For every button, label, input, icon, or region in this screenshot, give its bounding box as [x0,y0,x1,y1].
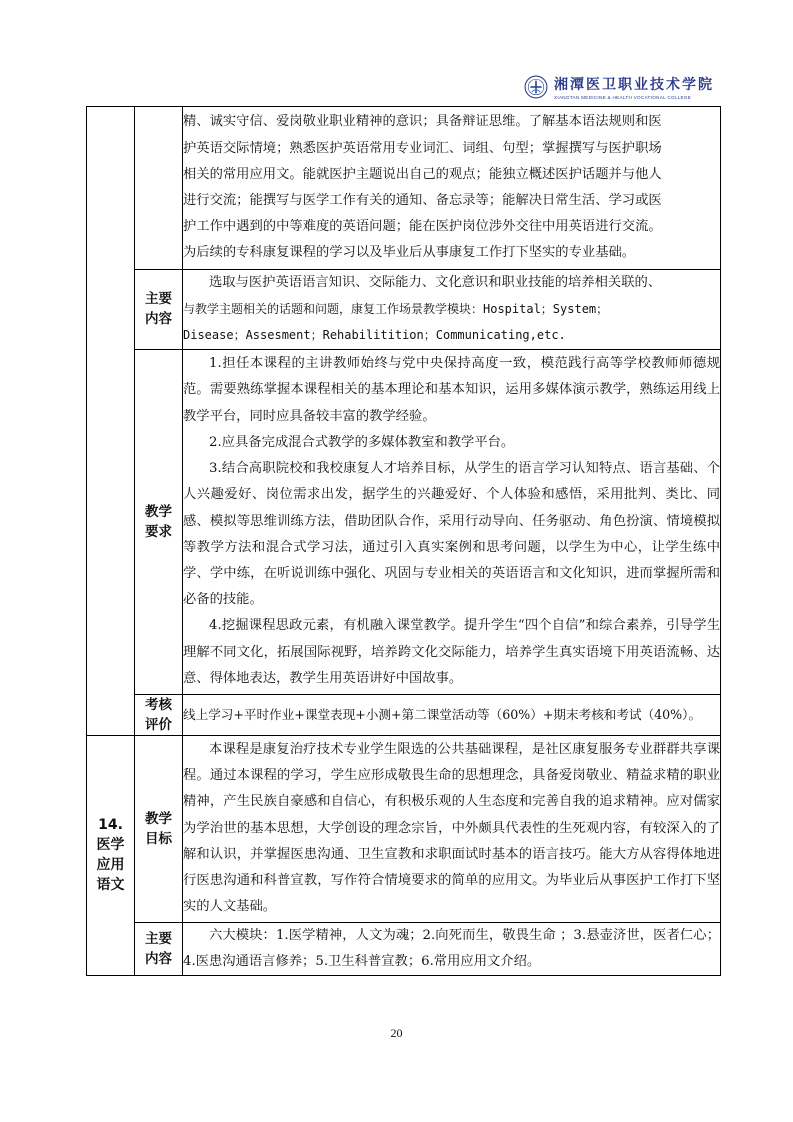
table-row [87,735,721,922]
table-row [87,694,721,735]
objective-label: 教学目标 [135,735,183,922]
logo-chinese-name: 湘潭医卫职业技术学院 [554,77,714,93]
english-objective-cell [183,107,721,270]
college-logo [524,68,714,106]
course-name-cell-continued [87,107,135,736]
text-line: 选取与医护英语语言知识、交际能力、文化意识和职业技能的培养相关联的、 [209,275,662,290]
college-emblem-icon [524,70,548,104]
paragraph: 4.挖掘课程思政元素，有机融入课堂教学。提升学生“四个自信”和综合素养，引导学生理解不同文化，拓展国际视野，培养跨文化交际能力，培养学生真实语境下用英语流畅、达意、得体地表达，教学生用英语讲好中国故事。 [183,618,720,686]
english-content-cell [183,270,721,350]
text-line: 与教学主题相关的话题和问题，康复工作场景教学模块：Hospital；System； [183,302,609,317]
english-evaluation-cell: 线上学习+平时作业+课堂表现+小测+第二课堂活动等（60%）+期末考核和考试（40%）。 [183,694,721,735]
table-row [87,107,721,270]
text-line: 护工作中遇到的中等难度的英语问题；能在医护岗位涉外交往中用英语进行交流。 [183,219,662,235]
evaluation-label: 考核评价 [135,694,183,735]
logo-english-name: XIANGTAN MEDICINE & HEALTH VOCATIONAL COLLEGE [554,95,692,100]
course-name-cell: 14.医学应用语文 [87,735,135,975]
chinese-content-cell [183,922,721,975]
paragraph: 3.结合高职院校和我校康复人才培养目标，从学生的语言学习认知特点、语言基础、个人兴趣爱好、岗位需求出发，据学生的兴趣爱好、个人体验和感悟，采用批判、类比、同感、模拟等思维训练方法，借助团队合作，采用行动导向、任务驱动、角色扮演、情境模拟等教学方法和混合式学习法，通过引入真实案例和思考问题，以学生为中心，让学生练中学、学中练，在听说训练中强化、巩固与专业相关的英语语言和文化知识，进而掌握所需和必备的技能。 [183,461,720,608]
text-line: 为后续的专科康复课程的学习以及毕业后从事康复工作打下坚实的专业基础。 [183,245,636,261]
paragraph: 2.应具备完成混合式教学的多媒体教室和教学平台。 [209,434,515,450]
course-table [86,106,721,976]
content-label: 主要内容 [135,270,183,350]
requirement-label: 教学要求 [135,349,183,694]
table-row [87,349,721,694]
page-number: 20 [390,1026,403,1040]
table-row [87,922,721,975]
text-line: 进行交流；能撰写与医学工作有关的通知、备忘录等；能解决日常生活、学习或医 [183,193,662,208]
paragraph: 六大模块：1.医学精神，人文为魂；2.向死而生，敬畏生命 ；3.悬壶济世，医者仁心；4.医患沟通语言修养；5.卫生科普宣教；6.常用应用文介绍。 [183,927,720,969]
text-line: 护英语交际情境；熟悉医护英语常用专业词汇、词组、句型；掌握撰写与医护职场 [183,140,662,156]
english-requirement-cell [183,349,721,694]
table-row [87,270,721,350]
paragraph: 1.担任本课程的主讲教师始终与党中央保持高度一致，模范践行高等学校教师师德规范。需要熟练掌握本课程相关的基本理论和基本知识，运用多媒体演示教学，熟练运用线上教学平台，同时应具备较丰富的教学经验。 [183,356,720,424]
text-line: Disease；Assesment；Rehabilitition；Communicating,etc. [183,328,566,343]
chinese-objective-cell [183,735,721,922]
objective-label-cell-continued [135,107,183,270]
content-label: 主要内容 [135,922,183,975]
paragraph: 本课程是康复治疗技术专业学生限选的公共基础课程，是社区康复服务专业群群共享课程。通过本课程的学习，学生应形成敬畏生命的思想理念，具备爱岗敬业、精益求精的职业精神，产生民族自豪感和自信心，有积极乐观的人生态度和完善自我的追求精神。应对儒家为学治世的基本思想，大学创设的理念宗旨，中外颇具代表性的生死观内容，有较深入的了解和认识，并掌握医患沟通、卫生宣教和求职面试时基本的语言技巧。能大方从容得体地进行医患沟通和科普宣教，写作符合情境要求的简单的应用文。为毕业后从事医护工作打下坚实的人文基础。 [183,741,720,915]
text-line: 相关的常用应用文。能就医护主题说出自己的观点；能独立概述医护话题并与他人 [183,166,662,182]
text-line: 精、诚实守信、爱岗敬业职业精神的意识；具备辩证思维。了解基本语法规则和医 [183,114,662,130]
